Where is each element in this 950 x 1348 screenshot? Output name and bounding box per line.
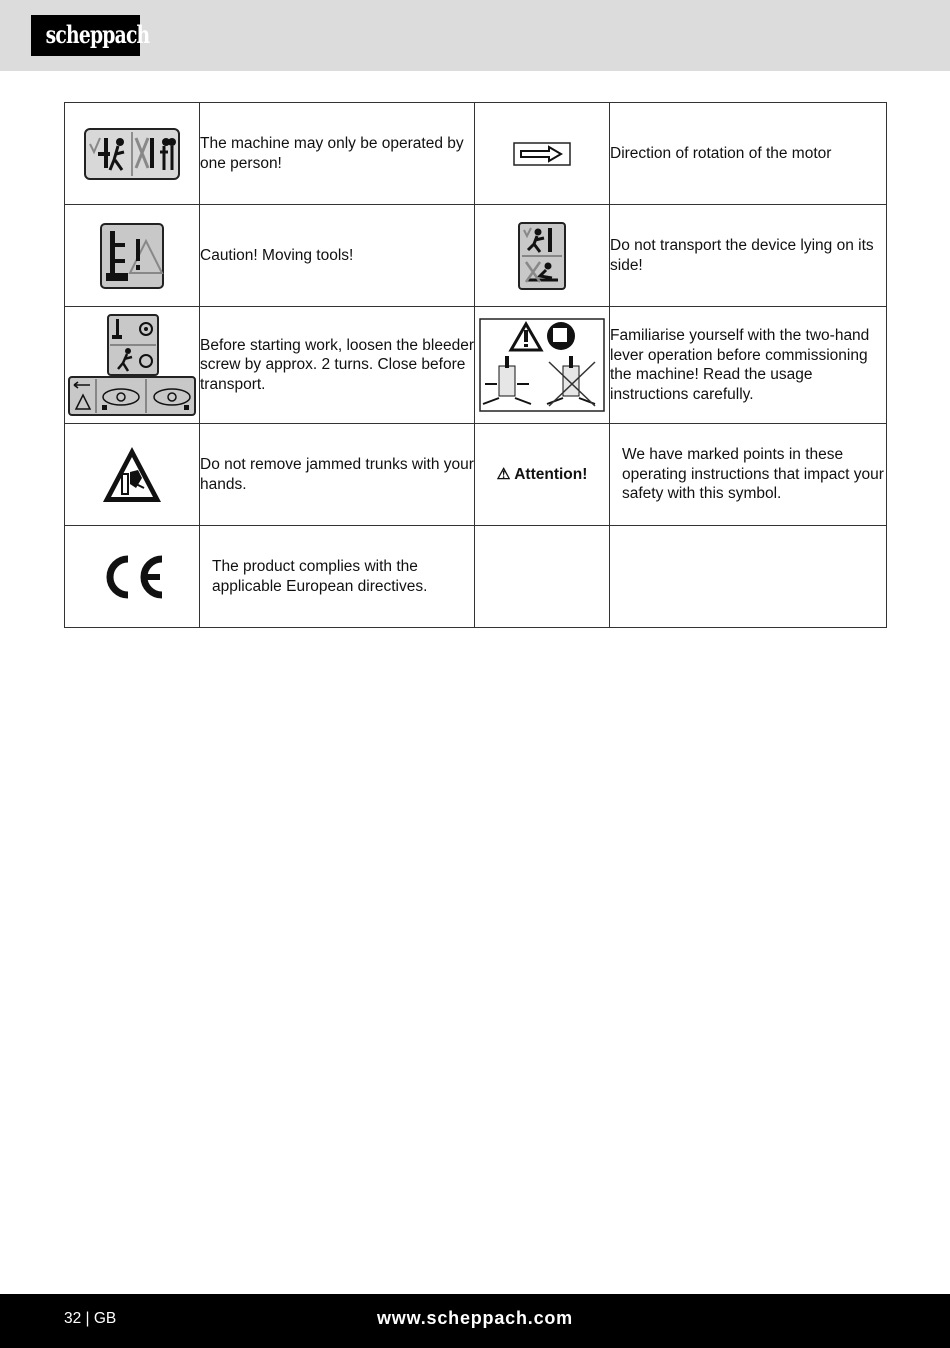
ce-mark-icon — [65, 526, 200, 628]
no-side-transport-icon — [475, 205, 610, 307]
symbol-description: The machine may only be operated by one person! — [200, 103, 475, 205]
symbol-description: Caution! Moving tools! — [200, 205, 475, 307]
scheppach-logo: scheppach — [31, 15, 140, 56]
moving-tools-warning-icon — [65, 205, 200, 307]
empty-cell — [610, 526, 887, 628]
page-header — [0, 0, 950, 71]
symbol-description: The product complies with the applicable European directives. — [200, 526, 475, 628]
table-row — [65, 103, 887, 205]
table-row — [65, 526, 887, 628]
table-row — [65, 307, 887, 424]
website-link[interactable]: www.scheppach.com — [377, 1308, 573, 1328]
symbol-description: We have marked points in these operating instructions that impact your safety with this symbol. — [610, 424, 887, 526]
attention-label: ⚠ Attention! — [475, 424, 610, 526]
two-hand-operation-icon — [475, 307, 610, 424]
table-row — [65, 424, 887, 526]
symbol-description: Direction of rotation of the motor — [610, 103, 887, 205]
bleeder-screw-icon — [65, 307, 200, 424]
jammed-trunk-warning-icon — [65, 424, 200, 526]
symbols-table — [64, 102, 887, 628]
two-operators-forbidden-icon — [65, 103, 200, 205]
symbol-description: Familiarise yourself with the two-hand lever operation before commissioning the machine! Read the usage instructions carefully. — [610, 307, 887, 424]
empty-cell — [475, 526, 610, 628]
rotation-direction-arrow-icon — [475, 103, 610, 205]
symbol-description: Do not remove jammed trunks with your hands. — [200, 424, 475, 526]
symbol-description: Do not transport the device lying on its side! — [610, 205, 887, 307]
table-row — [65, 205, 887, 307]
page-footer — [0, 1294, 950, 1348]
page-number: 32 | GB — [64, 1310, 117, 1327]
symbol-description: Before starting work, loosen the bleeder screw by approx. 2 turns. Close before transport. — [200, 307, 475, 424]
